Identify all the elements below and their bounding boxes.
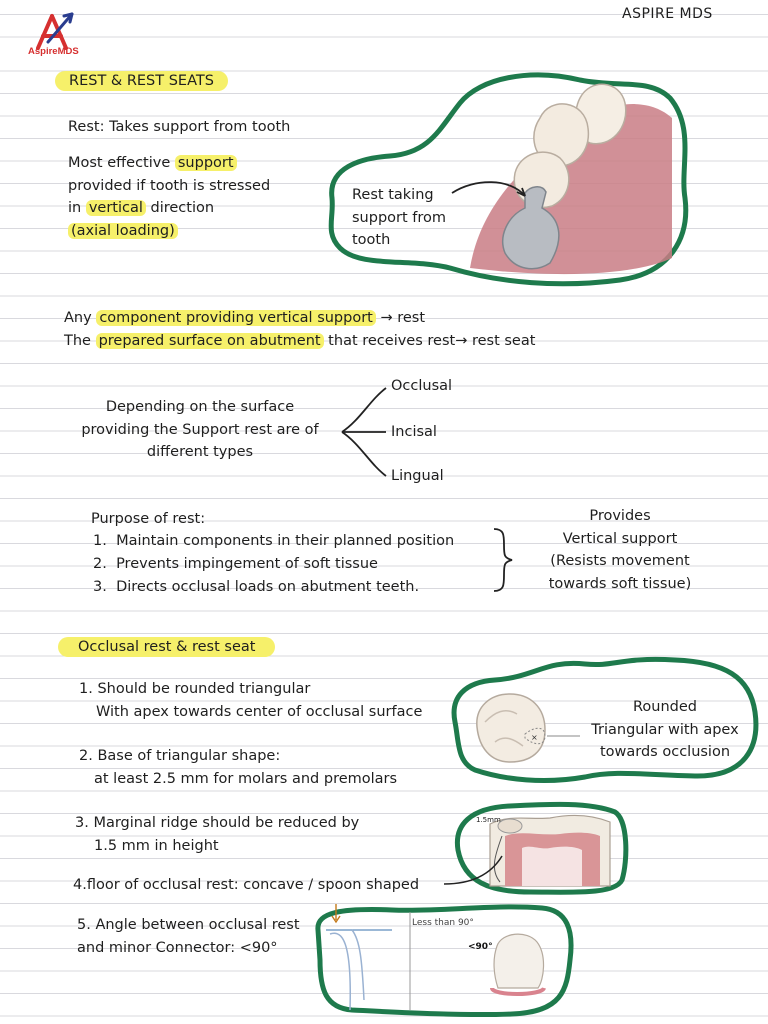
type-incisal: Incisal [391, 424, 437, 440]
rest-figure-label-2: support from [352, 209, 447, 226]
rest-figure-label-1: Rest taking [352, 187, 434, 203]
purpose-item-2 [93, 553, 378, 576]
purpose-item-1 [93, 530, 454, 553]
rest-figure [320, 58, 690, 290]
eff-1b: support [175, 155, 237, 171]
eff-1a: Most effective [68, 155, 175, 171]
point-5-line-1: 5. Angle between occlusal rest [77, 917, 300, 933]
rest-figure-label [352, 184, 446, 252]
purpose-note-1: Provides [589, 508, 651, 524]
section-title-occlusal-text: Occlusal rest & rest seat [58, 637, 275, 657]
brand-name: ASPIRE MDS [622, 6, 713, 22]
purpose-text-1: Maintain components in their planned position [116, 533, 455, 549]
purpose-brace [490, 527, 520, 593]
eff-4: (axial loading) [68, 223, 178, 239]
rounded-triangular-note [577, 696, 753, 764]
def1c: → rest [375, 310, 426, 326]
eff-3b: vertical [86, 200, 146, 216]
def1b: component providing vertical support [96, 310, 376, 326]
point-5 [77, 914, 300, 959]
purpose-note [530, 505, 710, 595]
rest-types-text [60, 396, 340, 464]
point-3 [75, 812, 359, 857]
definition-rest-seat [64, 330, 535, 353]
definition-rest [64, 307, 425, 330]
point-1-line-1: 1. Should be rounded triangular [79, 681, 311, 697]
svg-text:×: × [531, 733, 538, 742]
type-lingual: Lingual [391, 468, 444, 484]
purpose-num-2: 2. [93, 556, 107, 572]
angle-figure [312, 900, 574, 1018]
point-2 [79, 745, 397, 790]
p1-note-3: towards occlusion [599, 744, 731, 760]
purpose-note-2: Vertical support [562, 530, 678, 547]
purpose-note-3: (Resists movement [550, 553, 690, 569]
point-2-line-2: at least 2.5 mm for molars and premolars [94, 770, 398, 787]
def2c: that receives rest→ rest seat [323, 333, 536, 349]
effective-support-text [68, 152, 270, 242]
purpose-heading: Purpose of rest: [91, 511, 206, 527]
eff-3a: in [68, 200, 86, 216]
rest-figure-illustration [320, 58, 690, 290]
purpose-text-3: Directs occlusal loads on abutment teeth. [116, 579, 420, 595]
point-3-line-2: 1.5 mm in height [94, 837, 219, 854]
angle-fig-angle: <90° [468, 942, 493, 952]
def1a: Any [64, 310, 97, 326]
types-text-2: providing the Support rest are of [81, 421, 319, 438]
rounded-triangular-figure [445, 652, 760, 784]
section-title-rest [55, 70, 228, 89]
section-title-occlusal [58, 636, 275, 655]
def2a: The [64, 333, 96, 349]
def2b: prepared surface on abutment [96, 333, 324, 349]
logo-text: AspireMDS [28, 46, 79, 57]
type-occlusal: Occlusal [391, 378, 453, 394]
point-5-line-2: and minor Connector: <90° [77, 939, 278, 956]
purpose-text-2: Prevents impingement of soft tissue [116, 556, 378, 572]
rest-definition: Rest: Takes support from tooth [68, 119, 291, 135]
logo [28, 10, 98, 62]
point-4: 4.floor of occlusal rest: concave / spoon shaped [73, 877, 420, 893]
marginal-ridge-label: 1.5mm [476, 816, 501, 824]
p1-note-1: Rounded [632, 699, 697, 715]
point-1-line-2: With apex towards center of occlusal surface [96, 703, 423, 720]
rest-figure-label-3: tooth [352, 232, 391, 248]
purpose-item-3 [93, 576, 419, 599]
types-text-3: different types [146, 444, 254, 460]
purpose-num-1: 1. [93, 533, 107, 549]
point-4-arrow [440, 850, 510, 890]
eff-2: provided if tooth is stressed [68, 177, 271, 194]
point-1 [79, 678, 422, 723]
eff-3c: direction [145, 200, 215, 216]
purpose-note-4: towards soft tissue) [548, 575, 692, 592]
section-title-rest-text: REST & REST SEATS [55, 71, 228, 91]
point-2-line-1: 2. Base of triangular shape: [79, 748, 281, 764]
purpose-num-3: 3. [93, 579, 107, 595]
p1-note-2: Triangular with apex [591, 721, 739, 738]
angle-fig-label: Less than 90° [412, 918, 474, 928]
types-text-1: Depending on the surface [105, 399, 295, 415]
point-3-line-1: 3. Marginal ridge should be reduced by [75, 815, 360, 831]
